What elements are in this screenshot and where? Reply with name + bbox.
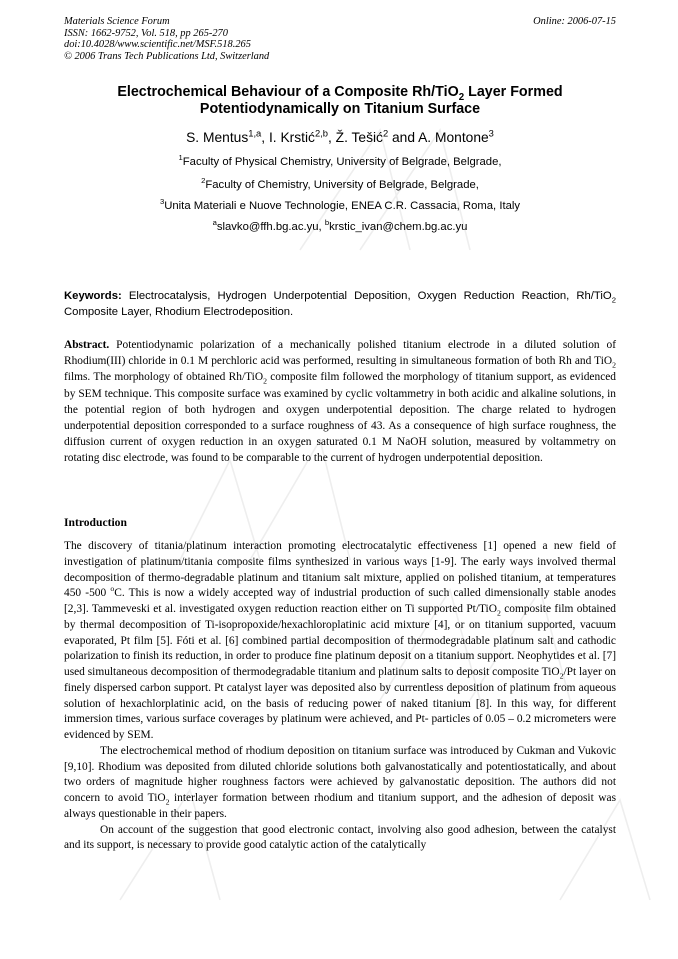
author-name: Ž. Tešić xyxy=(335,130,383,145)
affiliation-3: $^3$Unita Materiali e Nuove Technologie, ENEA C.R. Cassacia, Roma, Italy xyxy=(159,197,521,212)
author-emails: $^a$slavko@ffh.bg.ac.yu, $^b$krstic_ivan@chem.bg.ac.yu xyxy=(212,218,468,233)
journal-name: Materials Science Forum xyxy=(64,16,170,27)
introduction-body xyxy=(64,539,616,854)
keywords-label: Keywords: xyxy=(64,290,122,302)
affiliation-2: $^2$Faculty of Chemistry, University of Belgrade, Belgrade, xyxy=(201,176,479,191)
author-name: A. Montone xyxy=(418,130,489,145)
author-list: S. Mentus$^{1,a}$, I. Krstić$^{2,b}$, Ž. Tešić$^2$ and A. Montone$^3$ xyxy=(186,128,494,145)
paper-title: Electrochemical Behaviour of a Composite Rh/TiO$_2$ Layer Formed Potentiodynamically on Titanium Surface xyxy=(117,84,563,117)
keywords-paragraph: Keywords: Electrocatalysis, Hydrogen Underpotential Deposition, Oxygen Reduction Reaction, Rh/TiO$_2$ Composite Layer, Rhodium Electrodeposition. xyxy=(64,290,616,318)
introduction-heading: Introduction xyxy=(64,516,127,529)
intro-paragraph-2: The electrochemical method of rhodium deposition on titanium surface was introduced by Cukman and Vukovic [9,10]. Rhodium was deposited from diluted chloride solutions both galvanostatically and potentiostatically, and about two orders of magnitude higher roughness factors were achieved by galvanostatic deposition. The authors did not concern to avoid TiO$_2$ interlayer formation between rhodium and titanium support, and the adhesion of deposit was always questionable in their papers. xyxy=(64,744,617,820)
affiliation-1: $^1$Faculty of Physical Chemistry, University of Belgrade, Belgrade, xyxy=(178,153,502,168)
author-name: I. Krstić xyxy=(268,130,315,145)
intro-paragraph-3: On account of the suggestion that good electronic contact, involving also good adhesion, between the catalyst and its support, is necessary to provide good catalytic action of the catalytically xyxy=(64,823,616,852)
issn-line: ISSN: 1662-9752, Vol. 518, pp 265-270 xyxy=(64,27,228,39)
online-date: Online: 2006-07-15 xyxy=(533,16,616,27)
author-name: S. Mentus xyxy=(186,130,249,145)
abstract-label: Abstract. xyxy=(64,339,110,351)
email-link-b[interactable]: krstic_ivan@chem.bg.ac.yu xyxy=(329,221,468,233)
intro-paragraph-1: The discovery of titania/platinum interaction promoting electrocatalytic effectiveness [1] opened a new field of investigation of platinum/titania composite films synthesized in various ways [1-9]. The early ways involved thermal decomposition of thermo-degradable platinum and titanium salt mixture, applied on polished titanium, at temperatures 450 -500 $^o$C. This is now a widely accepted way of industrial production of such called dimensionally stable anodes [2,3]. Tammeveski et al. investigated oxygen reduction reaction either on Ti supported Pt/TiO$_2$ composite film obtained by thermal decomposition of Ti-isopropoxide/hexachloroplatinic acid mixture [4], or on titanium supported, vacuum evaporated, Pt film [5]. Fóti et al. [6] combined partial decomposition of thermodegradable platinum salt and cathodic polarization to finish its reduction, in order to produce fine platinum deposit on a titanium support. Neophytides et al. [7] used simultaneous decomposition of thermodegradable titanium and platinum salts to deposit composite TiO$_2$/Pt layer on finely dispersed carbon support. Pt catalyst layer was deposited also by currentless deposition of platinum from aqueous solution of hexachlorplatinic acid, on the basis of reducing power of naked titanium [8]. In this way, for different immersion times, various surface coverages by platinum were achieved, and Pt- particles of 0.05 – 0.2 micrometers were evidenced by SEM. xyxy=(64,540,616,741)
doi-line: doi:10.4028/www.scientific.net/MSF.518.265 xyxy=(64,39,251,51)
email-link-a[interactable]: slavko@ffh.bg.ac.yu xyxy=(216,221,319,233)
copyright-line: © 2006 Trans Tech Publications Ltd, Switzerland xyxy=(64,50,270,62)
abstract-paragraph: Abstract. Potentiodynamic polarization of a mechanically polished titanium electrode in a diluted solution of Rhodium(III) chloride in 0.1 M perchloric acid was performed, resulting in simultaneous formation of both Rh and TiO$_2$ films. The morphology of obtained Rh/TiO$_2$ composite film followed the morphology of titanium support, as evidenced by SEM technique. This composite surface was examined by cyclic voltammetry in both acidic and alkaline solutions, in the potential region of both hydrogen and oxygen underpotential deposition. The charge related to hydrogen underpotential deposition corresponded to a surface roughness of 43. As a consequence of high surface roughness, the diffusion current of oxygen reduction in an oxygen saturated 0.1 M NaOH solution, measured by voltammetry on rotating disc electrode, was found to be comparable to the current of hydrogen underpotential deposition. xyxy=(64,339,616,465)
